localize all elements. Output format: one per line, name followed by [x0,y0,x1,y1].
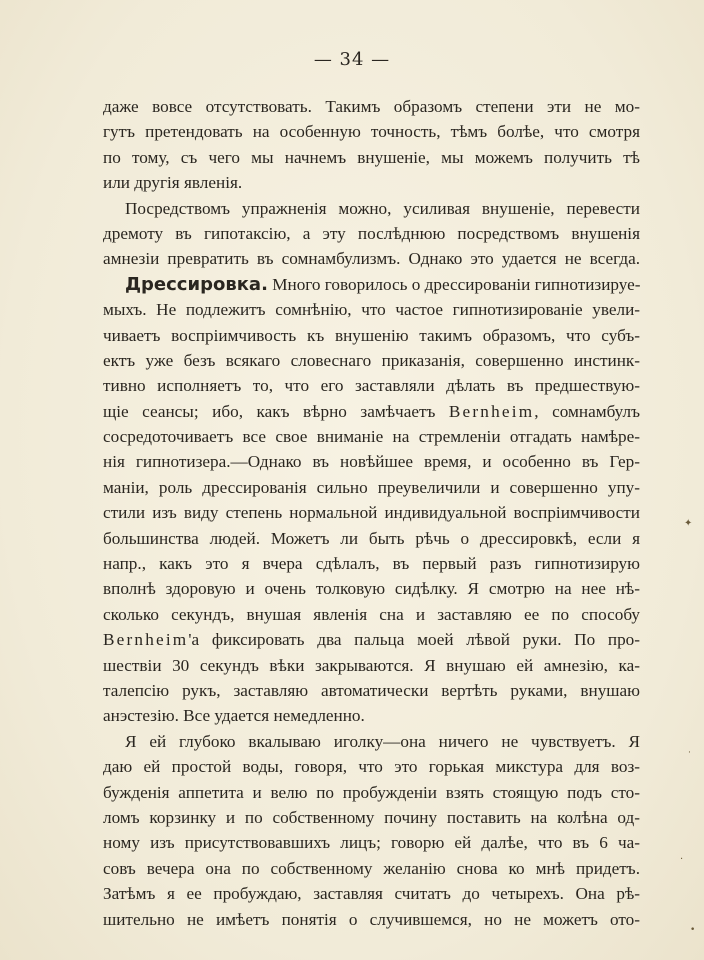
text-line: напр., какъ это я вчера сдѣлалъ, въ первый разъ гипнотизирую [103,554,640,574]
text-line: нія гипнотизера.—Однако въ новѣйшее время, и особенно въ Гер- [103,452,640,472]
text-line: чиваетъ воспріимчивость къ внушенію такимъ образомъ, что субъ- [103,325,640,345]
text-line: тивно исполняетъ то, что его заставляли дѣлать въ предшествую- [103,376,640,396]
text-line: шительно не имѣетъ понятія о случившемся, но не можетъ ото- [103,909,640,929]
section-title: Дрессировка. [125,273,268,295]
author-name: Bernheim [103,630,189,650]
text-line: сколько секундъ, внушая явленія сна и заставляю ее по способу [103,604,640,624]
text-line: гутъ претендовать на особенную точность, тѣмъ болѣе, что смотря [103,122,640,142]
text-line: большинства людей. Можетъ ли быть рѣчь о дрессировкѣ, если я [103,528,640,548]
text-fragment: щіе сеансы; ибо, какъ вѣрно замѣчаетъ [103,401,449,421]
text-line: амнезіи превратить въ сомнамбулизмъ. Однако это удается не всегда. [103,249,640,269]
text-line: маніи, роль дрессированія сильно преувеличили и совершенно упу- [103,477,640,497]
text-line: Посредствомъ упражненія можно, усиливая внушеніе, перевести [125,198,640,218]
text-line: талепсію рукъ, заставляю автоматически вертѣть руками, внушаю [103,680,640,700]
text-line: дремоту въ гипотаксію, а эту послѣднюю посредствомъ внушенія [103,223,640,243]
text-line: совъ вечера она по собственному желанію снова ко мнѣ придетъ. [103,858,640,878]
text-line [103,399,640,424]
text-fragment: Много говорилось о дрессированіи гипнотизируе- [267,274,640,294]
text-line: сосредоточиваетъ все свое вниманіе на стремленіи отгадать намѣре- [103,427,640,447]
text-line: ломъ корзинку и по собственному почину поставить на колѣна од- [103,807,640,827]
text-fragment: 'а фиксировать два пальца моей лѣвой руки. По про- [188,630,640,650]
text-line: даже вовсе отсутствовать. Такимъ образомъ степени эти не мо- [103,97,640,116]
text-line: бужденія аппетита и велю по пробужденіи взять стоящую подъ сто- [103,782,640,802]
author-name: Bernheim [448,401,535,421]
text-line: или другія явленія. [103,173,243,193]
text-fragment: , сомнамбулъ [534,401,640,421]
text-line: анэстезію. Все удается немедленно. [103,706,365,726]
text-line: шествіи 30 секундъ вѣки закрываются. Я внушаю ей амнезію, ка- [103,655,640,675]
text-line: ному изъ присутствовавшихъ лицъ; говорю ей далѣе, что въ 6 ча- [103,833,640,853]
text-line: стили изъ виду степень нормальной индивидуальной воспріимчивости [103,503,640,523]
body-text [103,94,640,932]
ink-speck: · [680,854,684,865]
text-line: по тому, съ чего мы начнемъ внушеніе, мы можемъ получить тѣ [103,147,640,167]
text-line: даю ей простой воды, говоря, что это горькая микстура для воз- [103,757,640,777]
text-line [103,627,640,652]
text-line: мыхъ. Не подлежитъ сомнѣнію, что частое гипнотизированіе увели- [103,300,640,320]
page-number: — 34 — [313,49,391,70]
ink-speck: · [688,748,691,758]
text-line: ектъ уже безъ всякаго словеснаго приказанія, совершенно инстинк- [103,350,640,370]
text-line: вполнѣ здоровую и очень толковую сидѣлку. Я смотрю на нее нѣ- [103,579,640,599]
text-line [103,272,640,297]
text-line: Я ей глубоко вкалываю иголку—она ничего не чувствуетъ. Я [125,731,640,751]
text-line: Затѣмъ я ее пробуждаю, заставляя считатъ до четырехъ. Она рѣ- [103,884,640,904]
ink-speck: ✦ [684,518,693,529]
ink-speck: • [690,925,696,935]
